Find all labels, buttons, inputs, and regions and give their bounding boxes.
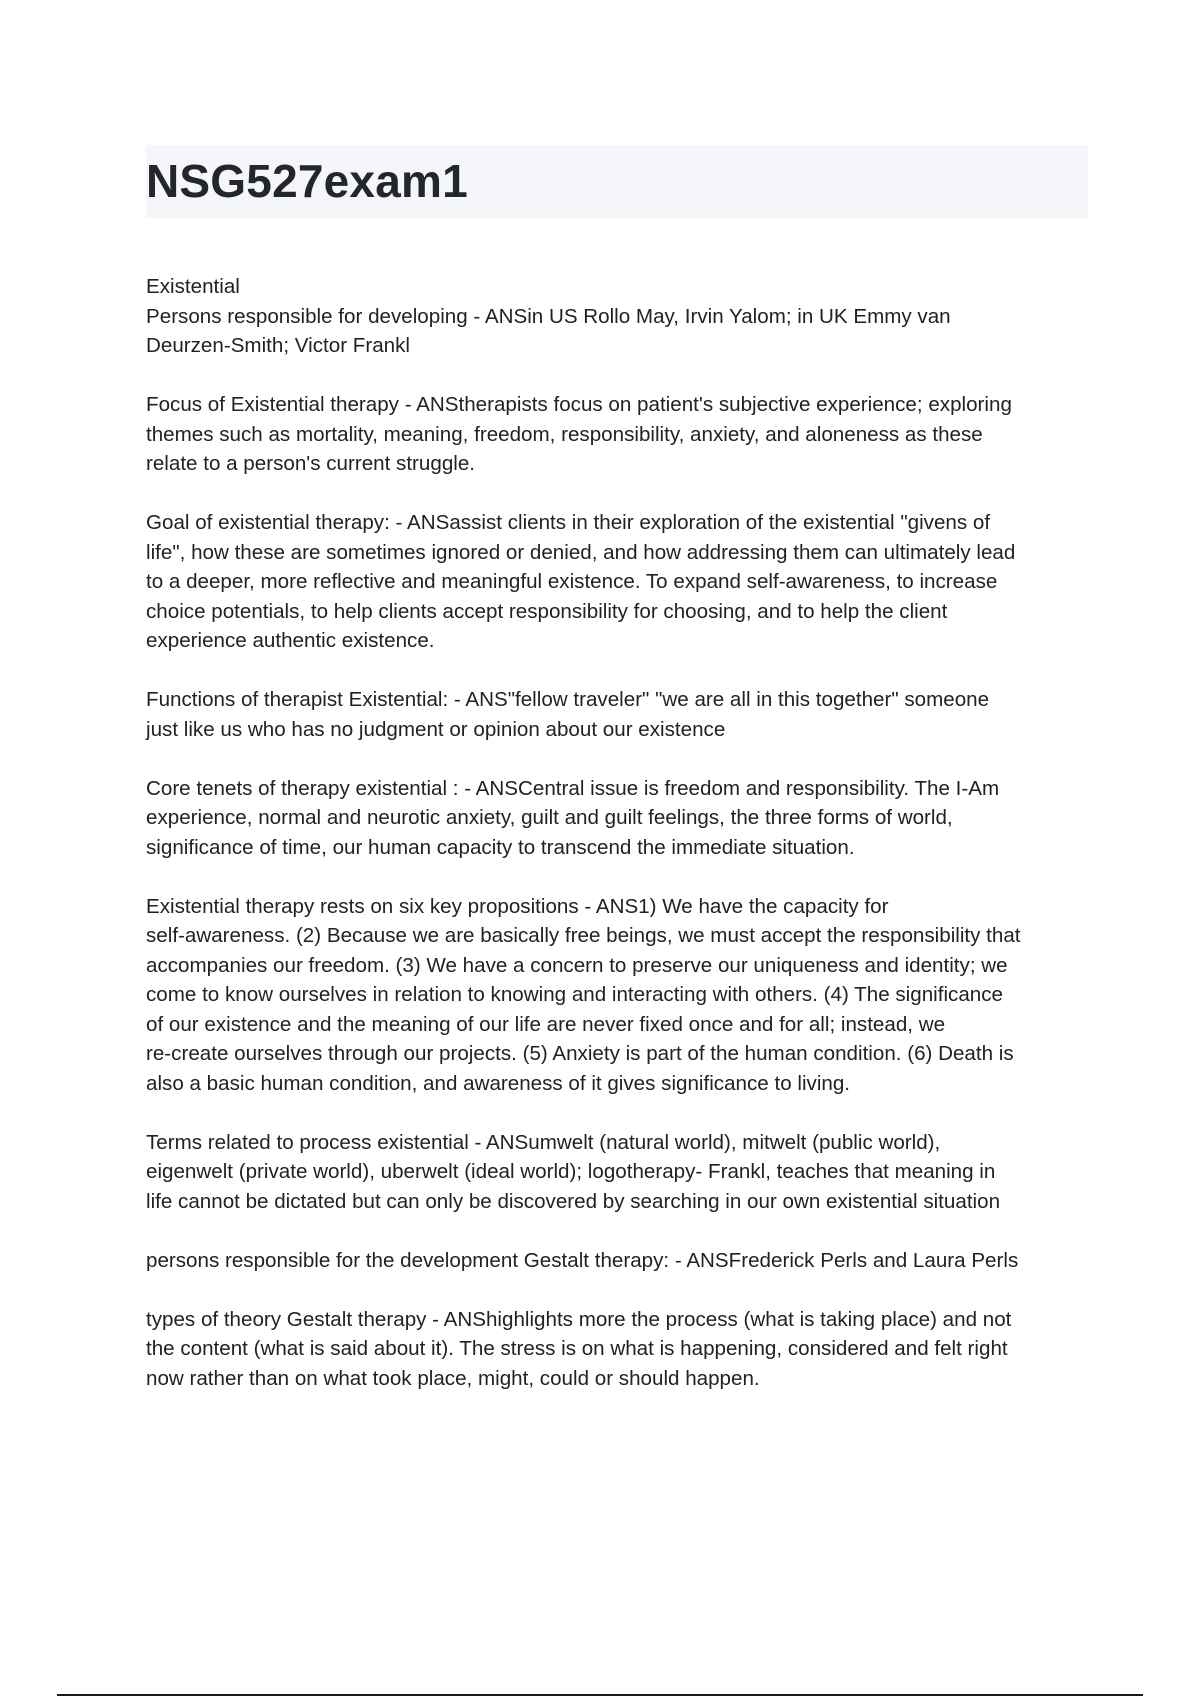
qa-paragraph-process-terms: Terms related to process existential - ANSumwelt (natural world), mitwelt (public world), eigenwelt (private world), uberwelt (ideal world); logotherapy- Frankl, teaches that meaning in life cannot be dictated but can only be discovered by searching in our own existential situation — [146, 1130, 1001, 1213]
document-title: NSG527exam1 — [146, 155, 468, 207]
qa-paragraph-existential-developers: Existential Persons responsible for developing - ANSin US Rollo May, Irvin Yalom; in UK Emmy van Deurzen-Smith; Victor Frankl — [146, 275, 951, 357]
qa-paragraph-gestalt-theory: types of theory Gestalt therapy - ANShighlights more the process (what is taking place) and not the content (what is said about it). The stress is on what is happening, considered and felt right now rather than on what took place, might, could or should happen. — [146, 1307, 1012, 1390]
qa-paragraph-therapist-functions: Functions of therapist Existential: - ANS"fellow traveler" "we are all in this together" someone just like us who has no judgment or opinion about our existence — [146, 688, 990, 741]
title-banner — [146, 145, 1088, 218]
page-footer-divider — [57, 1694, 1143, 1696]
document-body — [146, 272, 1096, 1423]
qa-paragraph-existential-goal: Goal of existential therapy: - ANSassist clients in their exploration of the existential "givens of life", how these are sometimes ignored or denied, and how addressing them can ultimately lead to a deeper, more reflective and meaningful existence. To expand self-awareness, to increase choice potentials, to help clients accept responsibility for choosing, and to help the client experience authentic existence. — [146, 511, 1016, 652]
qa-paragraph-gestalt-developers: persons responsible for the development Gestalt therapy: - ANSFrederick Perls and Laura Perls — [146, 1248, 1019, 1272]
qa-paragraph-six-propositions: Existential therapy rests on six key propositions - ANS1) We have the capacity for self-awareness. (2) Because we are basically free beings, we must accept the responsibility that accompanies our freedom. (3) We have a concern to preserve our uniqueness and identity; we come to know ourselves in relation to knowing and interacting with others. (4) The significance of our existence and the meaning of our life are never fixed once and for all; instead, we re-create ourselves through our projects. (5) Anxiety is part of the human condition. (6) Death is also a basic human condition, and awareness of it gives significance to living. — [146, 894, 1021, 1095]
qa-paragraph-existential-focus: Focus of Existential therapy - ANStherapists focus on patient's subjective experience; exploring themes such as mortality, meaning, freedom, responsibility, anxiety, and aloneness as these relate to a person's current struggle. — [146, 393, 1012, 475]
qa-paragraph-core-tenets: Core tenets of therapy existential : - ANSCentral issue is freedom and responsibility. The I-Am experience, normal and neurotic anxiety, guilt and guilt feelings, the three forms of world, significance of time, our human capacity to transcend the immediate situation. — [146, 776, 1000, 859]
